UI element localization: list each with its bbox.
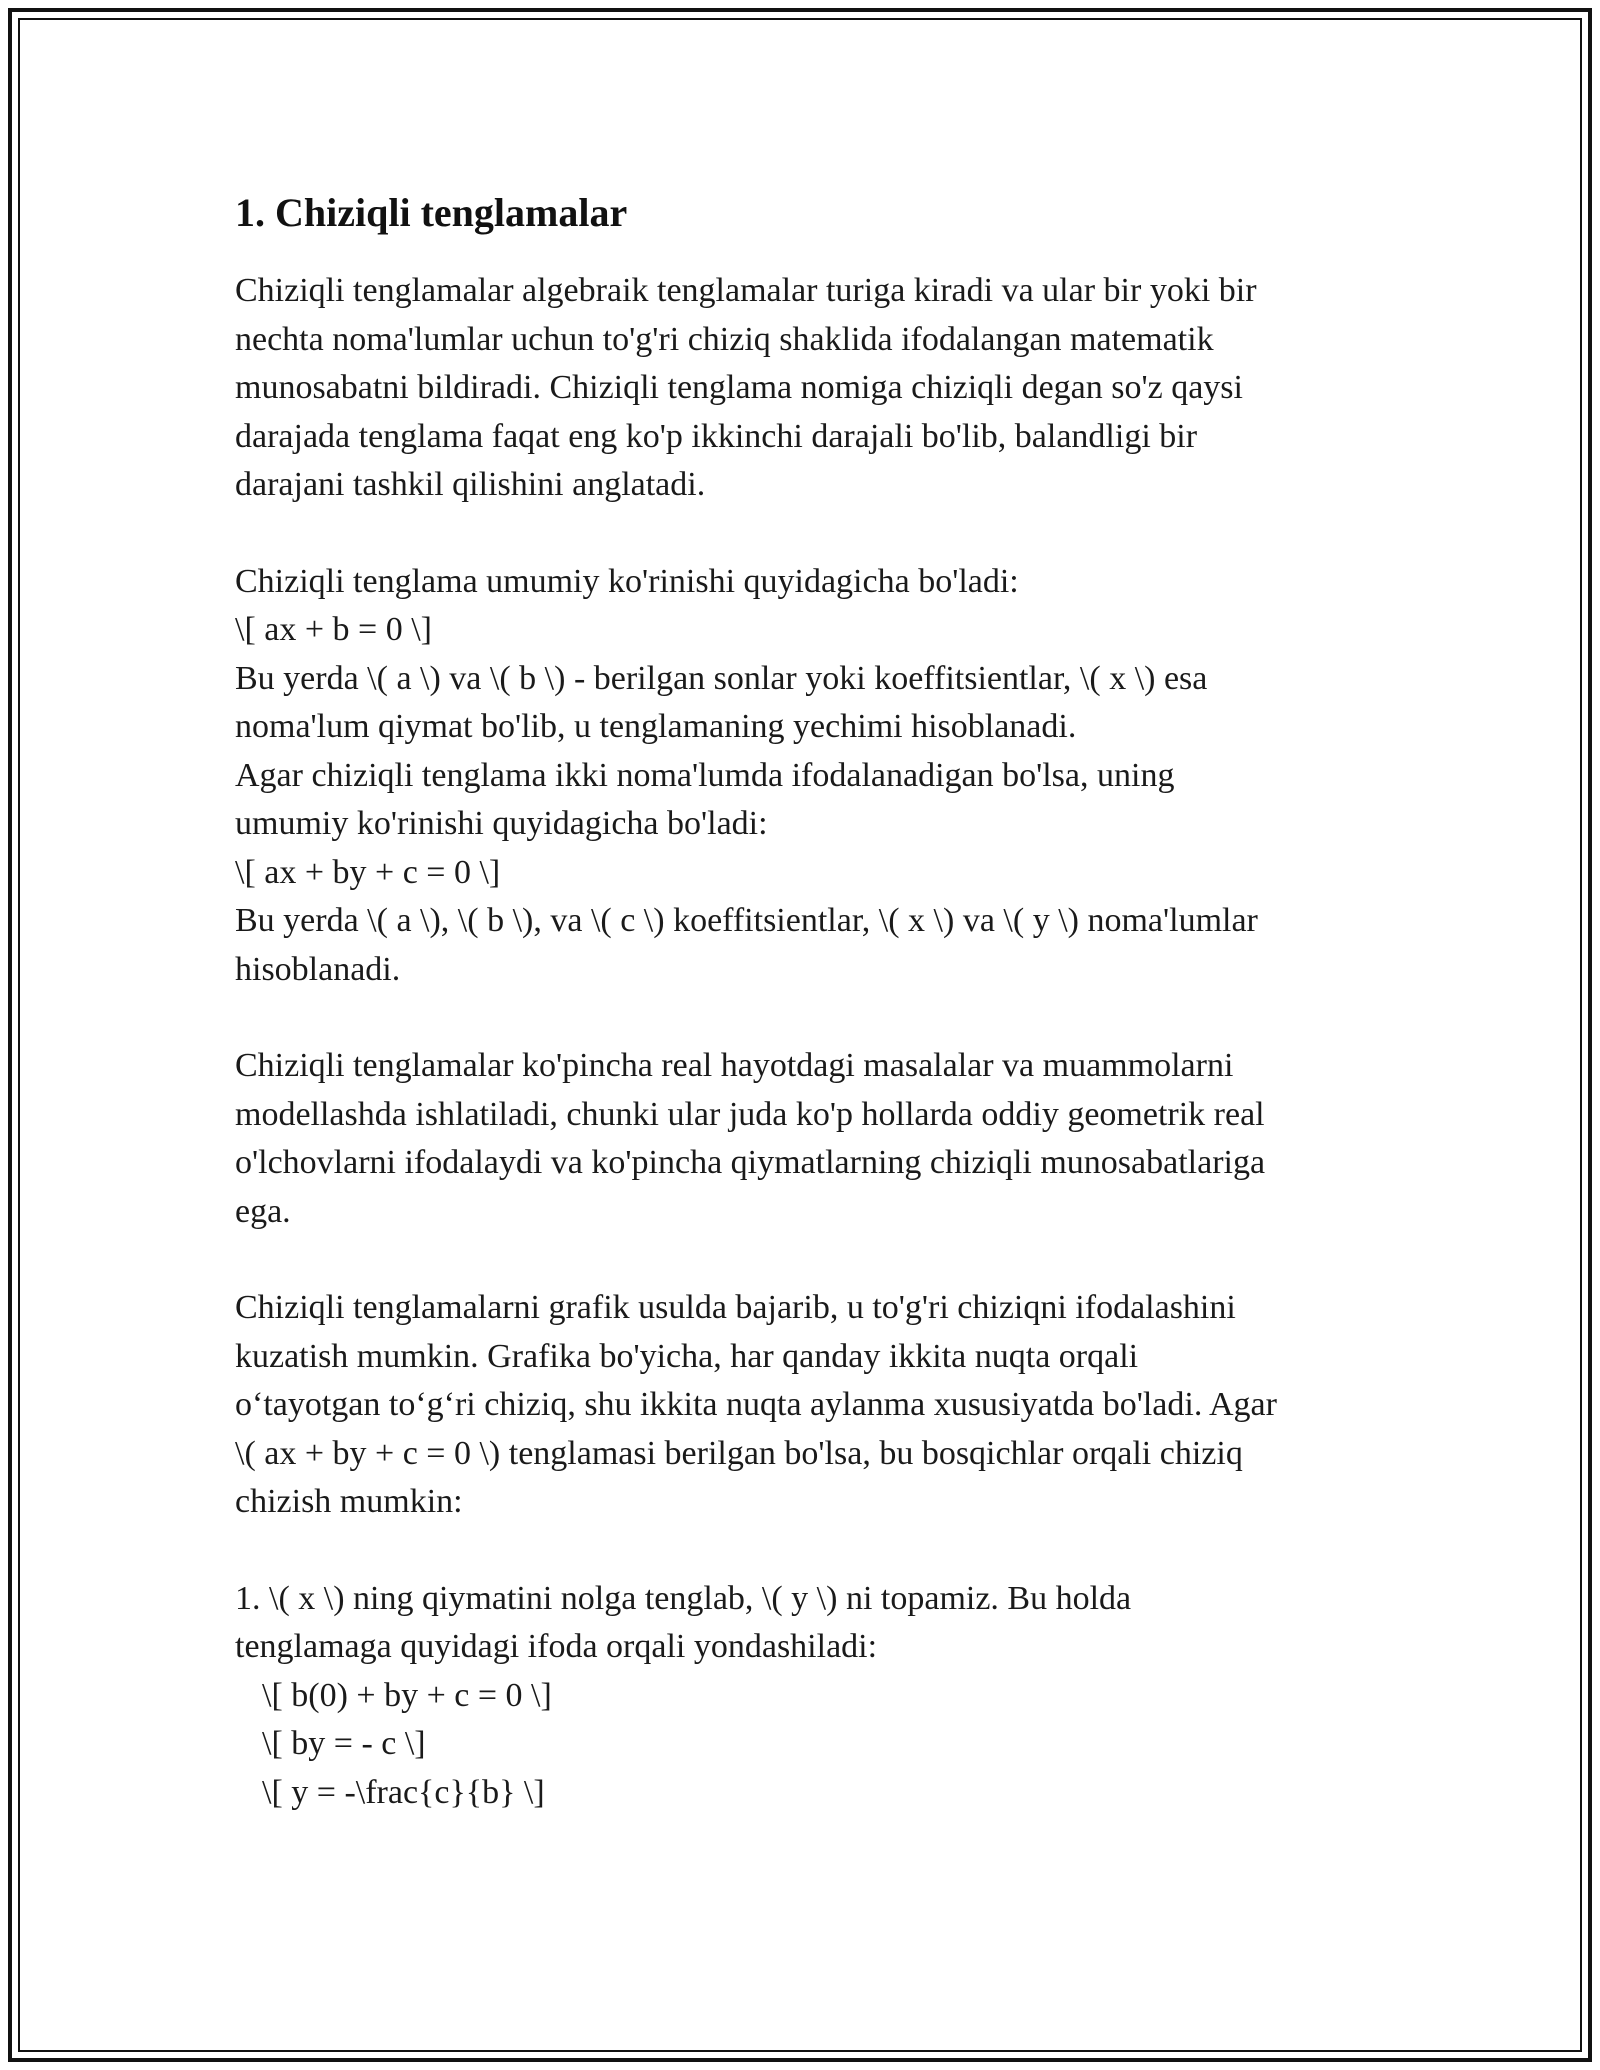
paragraph-graphing bbox=[235, 1284, 1375, 1527]
equation-line: \[ b(0) + by + c = 0 \] bbox=[262, 1676, 552, 1714]
text-line: munosabatni bildiradi. Chiziqli tenglama nomiga chiziqli degan so'z qaysi bbox=[235, 369, 1243, 406]
text-line: noma'lum qiymat bo'lib, u tenglamaning yechimi hisoblanadi. bbox=[235, 708, 1077, 745]
text-line: nechta noma'lumlar uchun to'g'ri chiziq shaklida ifodalangan matematik bbox=[235, 320, 1214, 358]
equation-line: \[ ax + by + c = 0 \] bbox=[235, 853, 501, 891]
text-line: darajani tashkil qilishini anglatadi. bbox=[235, 466, 706, 503]
text-line: Chiziqli tenglamalar ko'pincha real hayotdagi masalalar va muammolarni bbox=[235, 1047, 1234, 1084]
paragraph-intro bbox=[235, 267, 1375, 510]
text-line: o'lchovlarni ifodalaydi va ko'pincha qiymatlarning chiziqli munosabatlariga bbox=[235, 1144, 1266, 1181]
text-line: modellashda ishlatiladi, chunki ular juda ko'p hollarda oddiy geometrik real bbox=[235, 1095, 1265, 1133]
equation-line: \[ y = -\frac{c}{b} \] bbox=[262, 1773, 545, 1811]
text-line: Chiziqli tenglamalarni grafik usulda bajarib, u to'g'ri chiziqni ifodalashini bbox=[235, 1289, 1236, 1326]
text-line: o‘tayotgan to‘g‘ri chiziq, shu ikkita nuqta aylanma xususiyatda bo'ladi. Agar bbox=[235, 1386, 1277, 1423]
paragraph-step-one bbox=[235, 1575, 1375, 1818]
text-line: chizish mumkin: bbox=[235, 1483, 463, 1520]
text-line: ega. bbox=[235, 1192, 291, 1230]
text-line: \( ax + by + c = 0 \) tenglamasi berilgan bo'lsa, bu bosqichlar orqali chiziq bbox=[235, 1434, 1243, 1472]
text-line: kuzatish mumkin. Grafika bo'yicha, har qanday ikkita nuqta orqali bbox=[235, 1337, 1139, 1375]
text-line: Chiziqli tenglama umumiy ko'rinishi quyidagicha bo'ladi: bbox=[235, 562, 1019, 600]
list-item-line: 1. \( x \) ning qiymatini nolga tenglab, \( y \) ni topamiz. Bu holda bbox=[235, 1579, 1132, 1617]
section-heading: 1. Chiziqli tenglamalar bbox=[235, 190, 628, 235]
text-line: Bu yerda \( a \) va \( b \) - berilgan sonlar yoki koeffitsientlar, \( x \) esa bbox=[235, 659, 1208, 697]
text-line: umumiy ko'rinishi quyidagicha bo'ladi: bbox=[235, 805, 768, 842]
equation-line: \[ ax + b = 0 \] bbox=[235, 611, 432, 648]
text-line: hisoblanadi. bbox=[235, 950, 401, 988]
text-line: Chiziqli tenglamalar algebraik tenglamalar turiga kiradi va ular bir yoki bir bbox=[235, 272, 1257, 309]
text-line: Bu yerda \( a \), \( b \), va \( c \) koeffitsientlar, \( x \) va \( y \) noma'lumlar bbox=[235, 902, 1258, 939]
equation-line: \[ by = - c \] bbox=[262, 1725, 426, 1762]
text-line: tenglamaga quyidagi ifoda orqali yondashiladi: bbox=[235, 1628, 878, 1665]
document-body bbox=[235, 185, 1375, 1865]
paragraph-general-form bbox=[235, 558, 1375, 995]
text-line: Agar chiziqli tenglama ikki noma'lumda ifodalanadigan bo'lsa, uning bbox=[235, 756, 1175, 794]
paragraph-applications bbox=[235, 1042, 1375, 1236]
text-line: darajada tenglama faqat eng ko'p ikkinchi darajali bo'lib, balandligi bir bbox=[235, 417, 1198, 455]
